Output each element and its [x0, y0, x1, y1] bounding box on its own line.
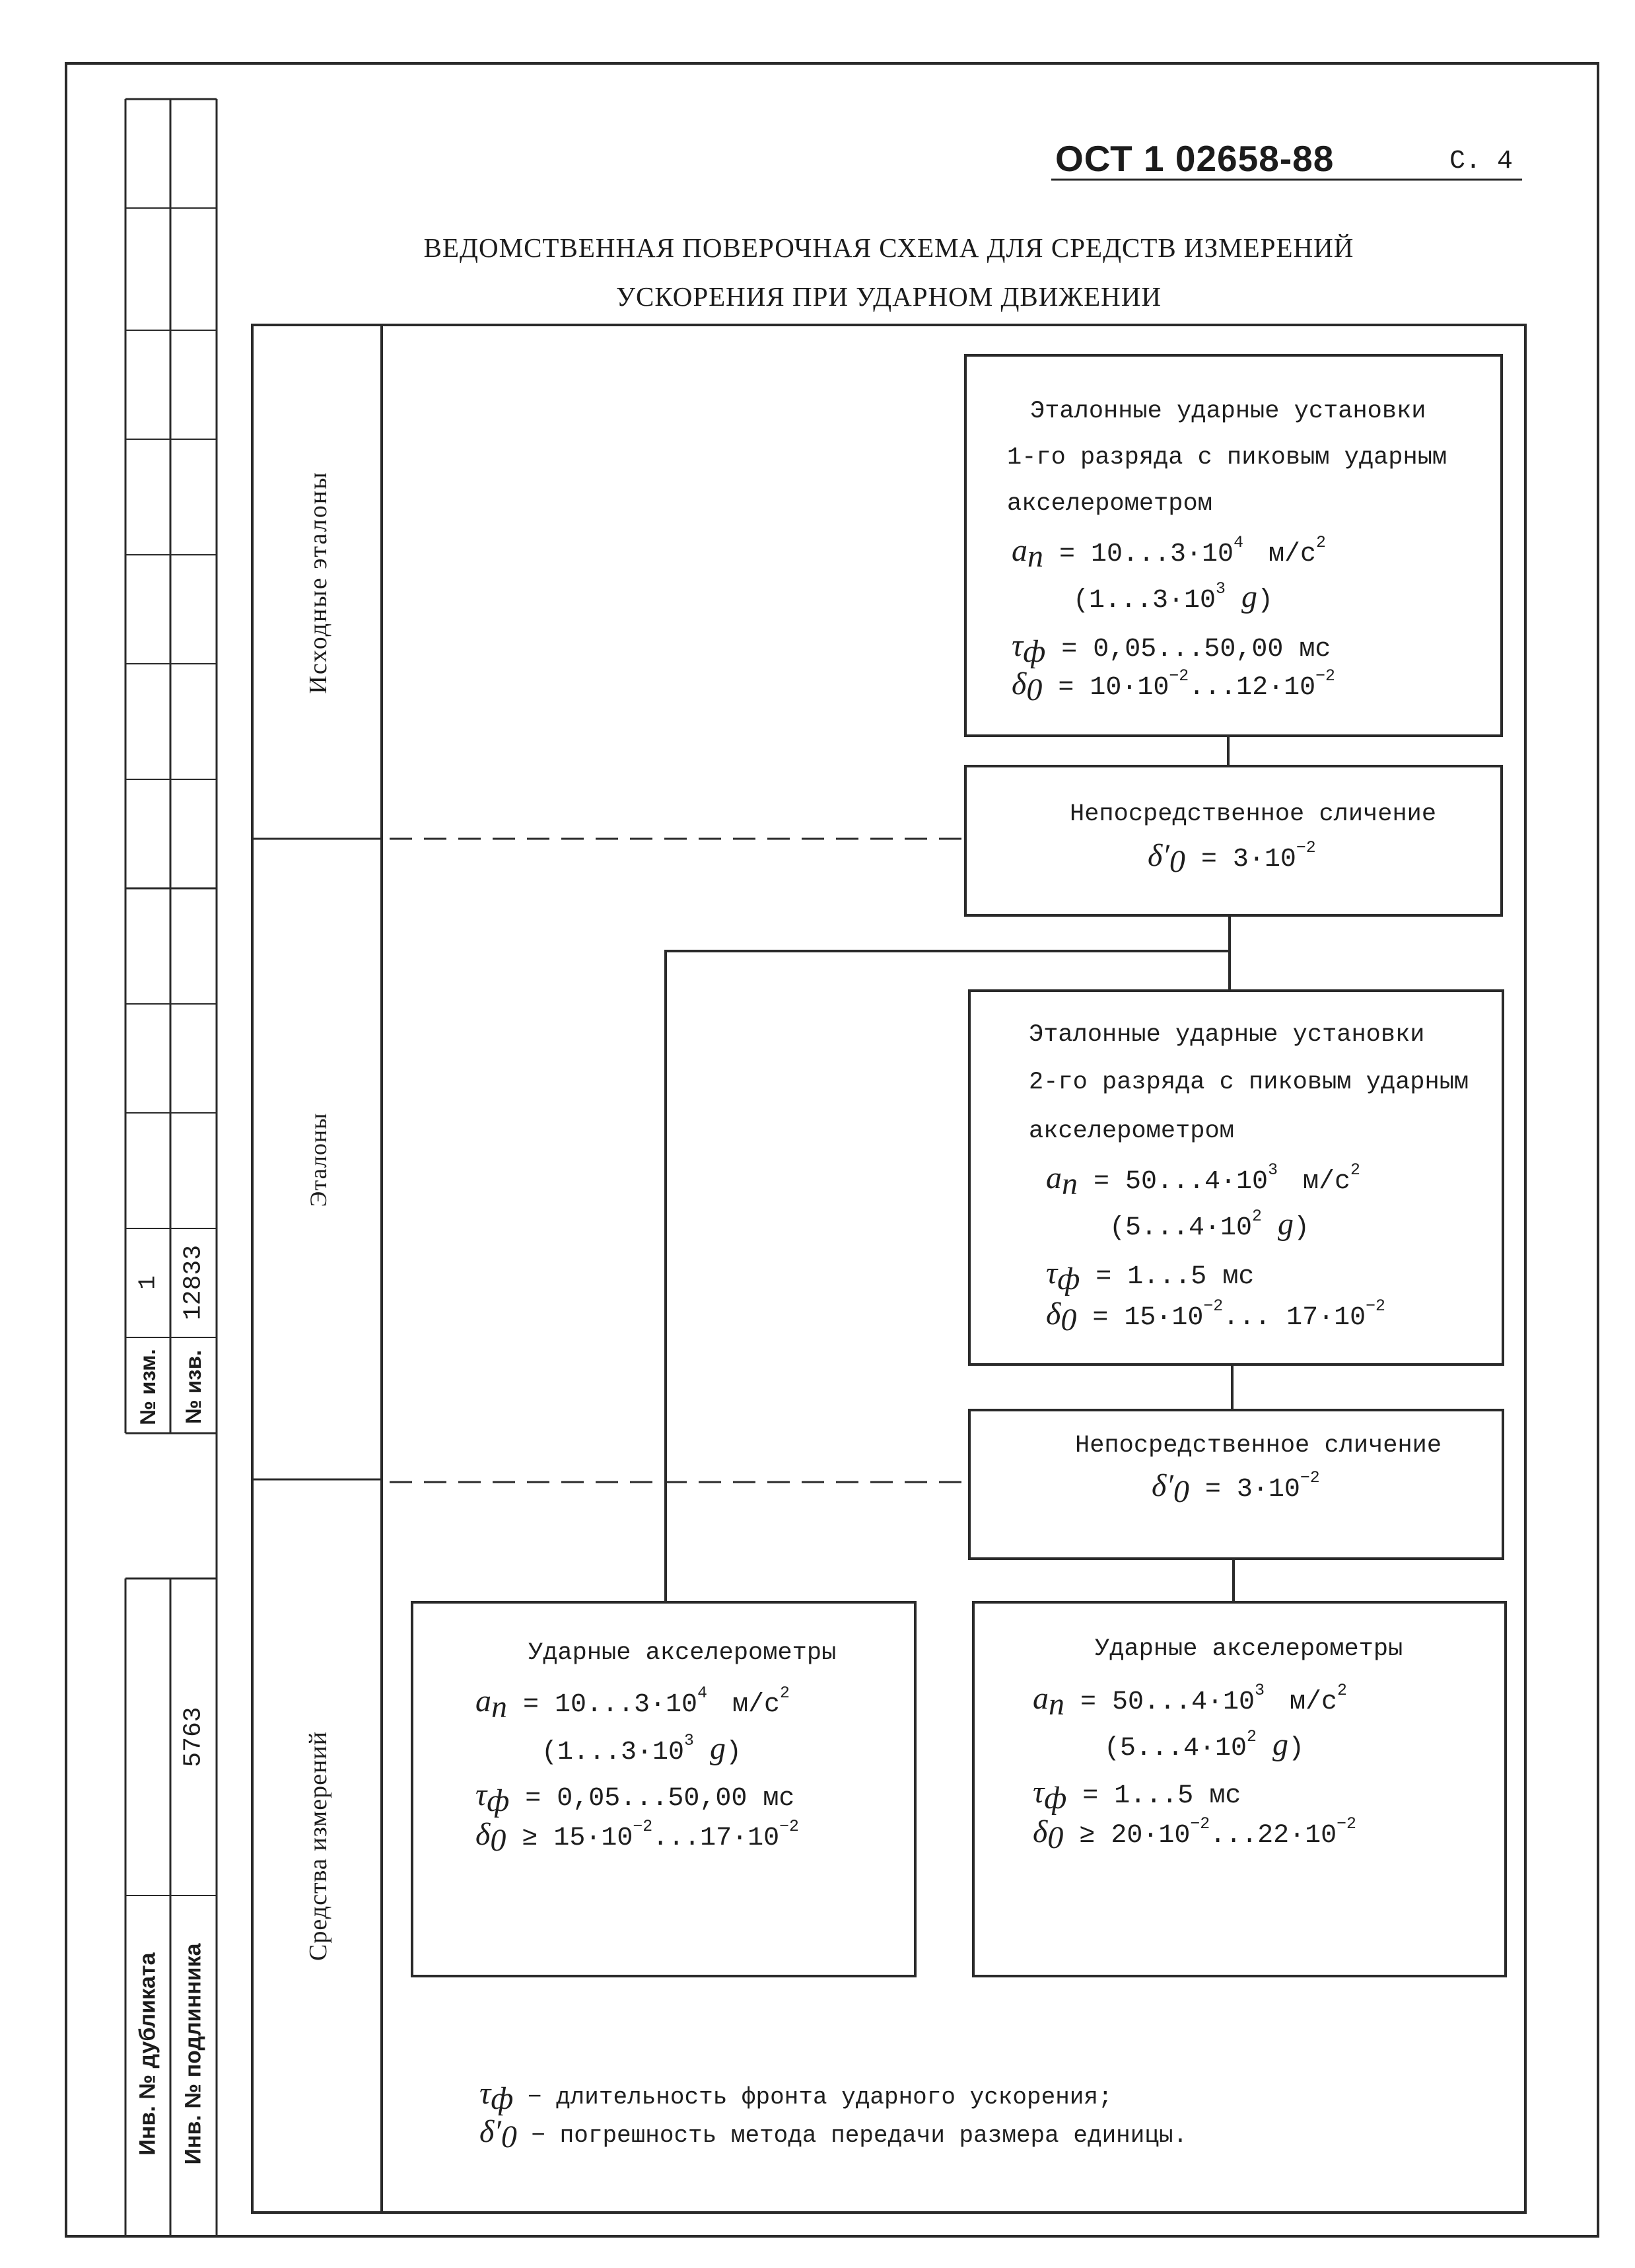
title-line-2: УСКОРЕНИЯ ПРИ УДАРНОМ ДВИЖЕНИИ: [616, 281, 1162, 312]
sidebar-duplicate-label: Инв. № дубликата: [135, 1952, 160, 2156]
sidebar-notice-label: № изв.: [181, 1349, 205, 1425]
box4-tau: $\tau_ф = 1...5$ мс: [1033, 1775, 1241, 1816]
box1-delta: $\delta_0 = 10\cdot 10^{-2}...12\cdot 10^{-2}$: [1012, 666, 1335, 707]
title-line-1: ВЕДОМСТВЕННАЯ ПОВЕРОЧНАЯ СХЕМА ДЛЯ СРЕДСТВ ИЗМЕРЕНИЙ: [423, 232, 1354, 263]
box2-g: ($5...4\cdot 10^2$ g): [1109, 1207, 1309, 1243]
page-title: [252, 223, 1525, 321]
box3-title: Ударные акселерометры: [528, 1639, 837, 1667]
section-label-instruments: Средства измерений: [304, 1731, 332, 1961]
box4-delta: $\delta_0 \ge 20\cdot 10^{-2}...22\cdot 10^{-2}$: [1033, 1814, 1356, 1855]
compare1-title: Непосредственное сличение: [1070, 800, 1437, 828]
sidebar-original-value: 5763: [179, 1707, 208, 1767]
compare1-value: $\delta'_0 = 3\cdot 10^{-2}$: [1148, 838, 1316, 879]
box4-g: ($5...4\cdot 10^2$ g): [1104, 1727, 1304, 1763]
box1-g: ($1...3\cdot 10^3$ g): [1073, 579, 1273, 616]
box4-accel: $a_п = 50...4\cdot 10^3$ $м/с^2$: [1033, 1681, 1347, 1722]
box3-g: ($1...3\cdot 10^3$ g): [541, 1731, 742, 1767]
box1-tau: $\tau_ф = 0,05...50,00$ мс: [1012, 628, 1331, 669]
compare2-title: Непосредственное сличение: [1075, 1432, 1442, 1460]
note-tau: $\tau_ф$ − длительность фронта ударного ускорения;: [479, 2076, 1113, 2117]
sidebar-change-label: № изм.: [135, 1349, 160, 1425]
sidebar-notice-value: 12833: [179, 1244, 208, 1321]
box3-accel: $a_п = 10...3\cdot 10^4$ $м/с^2$: [475, 1683, 790, 1724]
box3-tau: $\tau_ф = 0,05...50,00$ мс: [475, 1777, 795, 1818]
box2-delta: $\delta_0 = 15\cdot 10^{-2}$... $17\cdot 10^{-2}$: [1046, 1296, 1385, 1337]
box2-accel: $a_п = 50...4\cdot 10^3$ $м/с^2$: [1046, 1160, 1360, 1201]
sidebar-original-label: Инв. № подлинника: [180, 1943, 206, 2165]
box2-line1: Эталонные ударные установки: [1029, 1021, 1425, 1049]
sidebar-change-value: 1: [134, 1275, 162, 1290]
box1-line1: Эталонные ударные установки: [1030, 398, 1426, 425]
standard-number: ОСТ 1 02658-88: [1055, 138, 1335, 179]
box4-title: Ударные акселерометры: [1095, 1635, 1403, 1663]
box1-line3: акселерометром: [1007, 490, 1212, 518]
box3-delta: $\delta_0 \ge 15\cdot 10^{-2}...17\cdot 10^{-2}$: [475, 1817, 799, 1858]
section-label-initial: Исходные эталоны: [304, 471, 332, 694]
section-label-standards: Эталоны: [305, 1112, 331, 1207]
compare2-value: $\delta'_0 = 3\cdot 10^{-2}$: [1152, 1468, 1320, 1509]
box2-tau: $\tau_ф = 1...5$ мс: [1046, 1256, 1255, 1296]
note-delta: $\delta'_0$ − погрешность метода передачи размера единицы.: [479, 2114, 1188, 2155]
page-number: С. 4: [1449, 147, 1513, 176]
box2-line3: акселерометром: [1029, 1117, 1234, 1145]
box2-line2: 2-го разряда с пиковым ударным: [1029, 1069, 1469, 1096]
box1-line2: 1-го разряда с пиковым ударным: [1007, 444, 1447, 472]
box1-accel: $a_п = 10...3\cdot 10^4$ $м/с^2$: [1012, 533, 1326, 574]
